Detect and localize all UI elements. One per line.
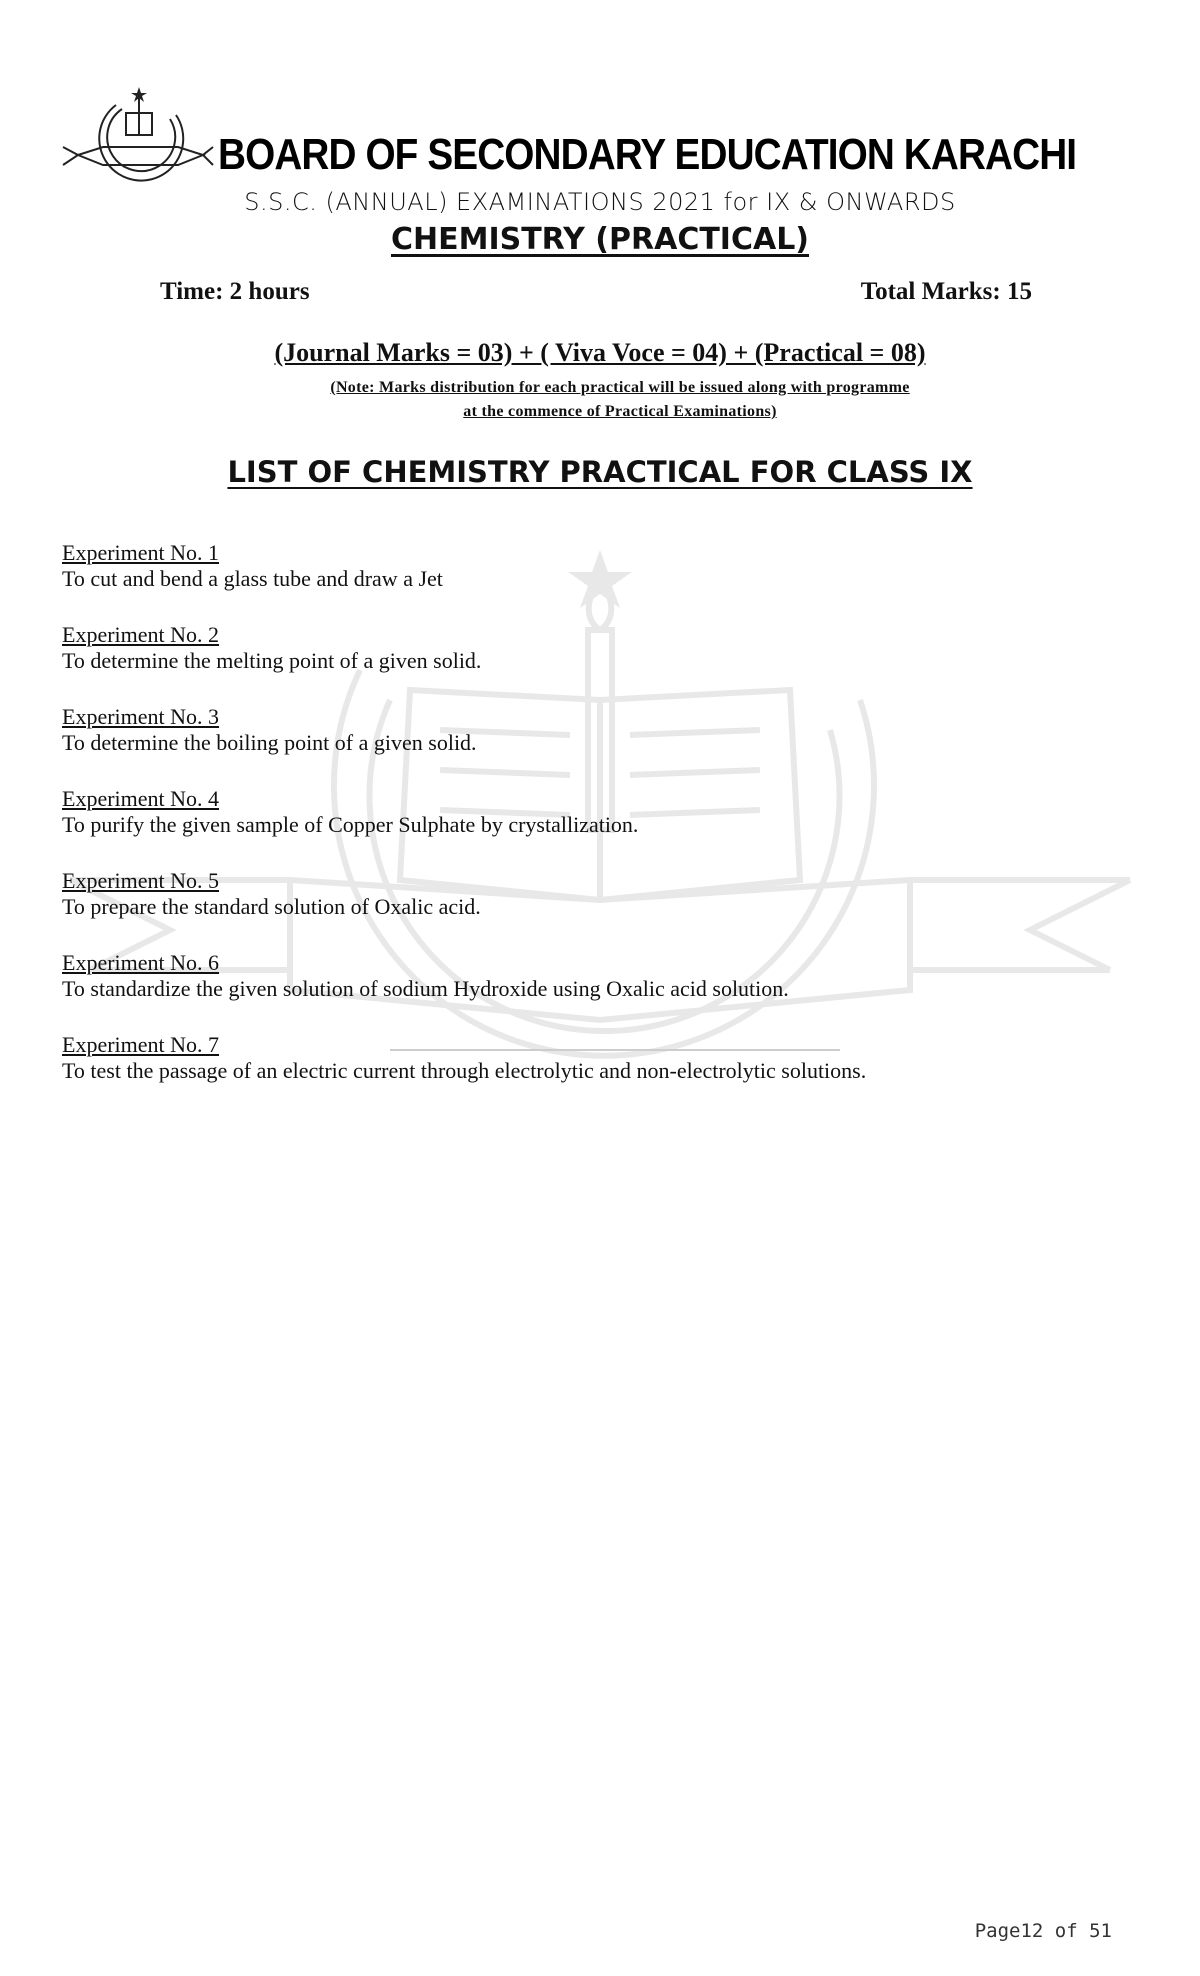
experiment-description: To test the passage of an electric current through electrolytic and non-electrolytic solutions.	[62, 1058, 867, 1083]
list-item	[62, 1032, 866, 1084]
experiment-heading: Experiment No. 6	[62, 950, 220, 975]
experiment-heading: Experiment No. 1	[62, 540, 220, 565]
experiment-heading: Experiment No. 5	[62, 868, 220, 893]
time-label: Time: 2 hours	[160, 278, 310, 305]
experiment-description: To prepare the standard solution of Oxalic acid.	[62, 894, 481, 919]
list-item	[62, 622, 481, 674]
subject-title: CHEMISTRY (PRACTICAL)	[390, 222, 810, 257]
list-item	[62, 540, 443, 592]
list-item	[62, 868, 481, 920]
exam-line: S.S.C. (ANNUAL) EXAMINATIONS 2021 for IX & ONWARDS	[244, 188, 956, 216]
distribution-note	[260, 376, 980, 424]
experiment-heading: Experiment No. 7	[62, 1032, 220, 1057]
experiment-heading: Experiment No. 3	[62, 704, 220, 729]
board-logo-icon	[58, 85, 218, 200]
experiment-description: To cut and bend a glass tube and draw a Jet	[62, 566, 443, 591]
list-item	[62, 704, 477, 756]
experiment-heading: Experiment No. 4	[62, 786, 220, 811]
note-line-1: (Note: Marks distribution for each practical will be issued along with programme	[330, 379, 910, 396]
note-line-2: at the commence of Practical Examinations)	[463, 403, 777, 420]
list-item	[62, 786, 638, 838]
marks-distribution: (Journal Marks = 03) + ( Viva Voce = 04) + (Practical = 08)	[274, 338, 926, 367]
experiment-description: To determine the boiling point of a given solid.	[62, 730, 477, 755]
experiment-description: To standardize the given solution of sodium Hydroxide using Oxalic acid solution.	[62, 976, 789, 1001]
total-marks-label: Total Marks: 15	[860, 278, 1032, 305]
page-number: Page12 of 51	[974, 1920, 1112, 1942]
board-title: BOARD OF SECONDARY EDUCATION KARACHI	[218, 130, 1077, 179]
list-item	[62, 950, 789, 1002]
experiment-description: To purify the given sample of Copper Sulphate by crystallization.	[62, 812, 639, 837]
list-title: LIST OF CHEMISTRY PRACTICAL FOR CLASS IX	[227, 455, 973, 489]
experiment-description: To determine the melting point of a given solid.	[62, 648, 482, 673]
experiment-heading: Experiment No. 2	[62, 622, 220, 647]
